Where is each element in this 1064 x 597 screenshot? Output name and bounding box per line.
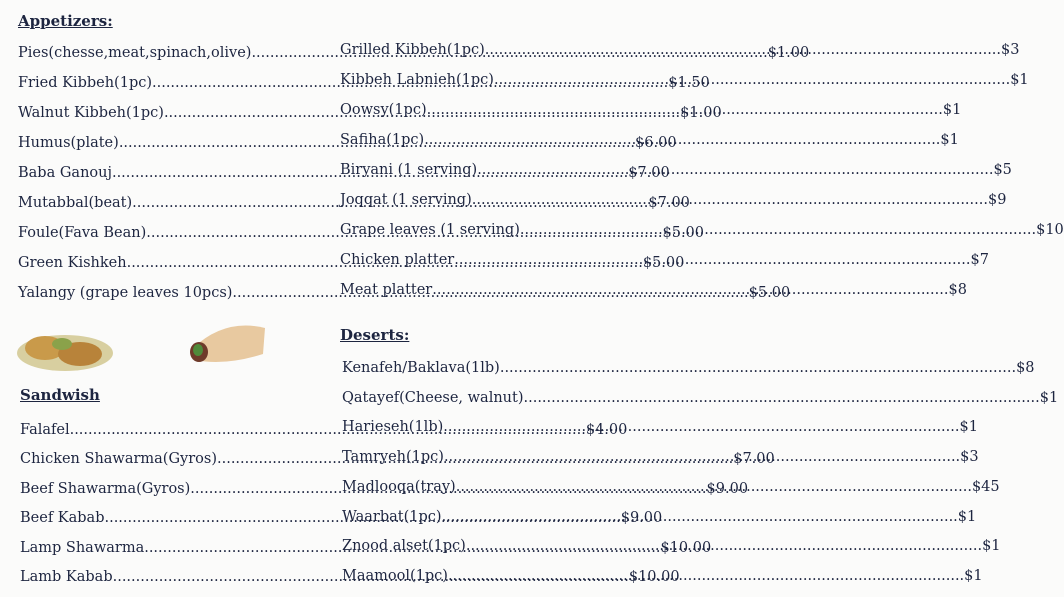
item-name: Yalangy (grape leaves 10pcs) xyxy=(18,285,233,301)
item-price: $6.00 xyxy=(635,135,677,151)
item-name: Tamryeh(1pc) xyxy=(342,449,444,466)
item-price: $1 xyxy=(942,102,962,118)
item-name: Madlooqa(tray) xyxy=(342,478,456,495)
item-price: $1 xyxy=(1010,72,1029,88)
dot-leader xyxy=(432,282,948,298)
dot-leader xyxy=(424,132,940,148)
dot-leader xyxy=(524,390,1040,406)
item-price: $1 xyxy=(957,508,977,525)
item-price: $8 xyxy=(1016,360,1035,376)
item-price: $1 xyxy=(959,419,978,436)
dot-leader xyxy=(520,222,1036,238)
item-name: Safiha(1pc) xyxy=(340,132,425,148)
item-name: Humus(plate) xyxy=(18,135,119,151)
menu-item xyxy=(342,389,1059,410)
item-name: Kibbeh Labnieh(1pc) xyxy=(340,72,494,88)
item-price: $5.00 xyxy=(642,255,685,271)
item-price: $10.00 xyxy=(660,539,712,556)
item-price: $3 xyxy=(960,449,979,466)
item-price: $8 xyxy=(948,282,967,298)
item-name: Znood alset(1pc) xyxy=(342,538,466,555)
item-name: Oowsy(1pc) xyxy=(340,102,427,118)
item-price: $5.00 xyxy=(748,285,791,301)
dot-leader xyxy=(477,162,993,178)
item-price: $7.00 xyxy=(733,451,775,468)
sandwich-heading: Sandwish xyxy=(20,386,100,404)
item-name: Maamool(1pc) xyxy=(342,567,448,584)
appetizer-plate-image xyxy=(10,318,120,378)
item-price: $1.00 xyxy=(680,105,722,121)
dot-leader xyxy=(427,102,943,118)
item-name: Grape leaves (1 serving) xyxy=(340,222,520,238)
item-price: $7 xyxy=(970,252,989,268)
item-name: Meat platter xyxy=(340,282,433,298)
item-price: $5.00 xyxy=(662,225,705,241)
item-price: $9.00 xyxy=(706,480,749,497)
item-price: $7.00 xyxy=(628,165,670,181)
dot-leader xyxy=(485,42,1001,58)
dot-leader xyxy=(494,72,1010,88)
item-name: Fried Kibbeh(1pc) xyxy=(18,75,152,91)
item-price: $1.00 xyxy=(767,45,810,61)
dot-leader xyxy=(444,449,960,468)
item-name: Walnut Kibbeh(1pc) xyxy=(18,105,164,121)
item-price: $4.00 xyxy=(585,422,628,438)
item-name: Qatayef(Cheese, walnut) xyxy=(342,389,524,406)
dot-leader xyxy=(466,538,982,554)
item-price: $1.50 xyxy=(668,75,710,91)
item-name: Lamp Shawarma xyxy=(20,539,145,556)
item-price: $10 xyxy=(1036,222,1064,238)
item-name: Falafel xyxy=(20,422,70,438)
item-price: $3 xyxy=(1001,42,1020,58)
item-name: Beef Shawarma(Gyros) xyxy=(20,480,191,497)
item-name: Chicken Shawarma(Gyros) xyxy=(20,451,217,468)
dot-leader xyxy=(443,419,959,435)
item-name: Beef Kabab xyxy=(20,510,105,527)
dot-leader xyxy=(456,479,972,495)
item-name: Lamb Kabab xyxy=(20,569,113,585)
item-name: Chicken platter xyxy=(340,252,455,268)
item-name: Kenafeh/Baklava(1lb) xyxy=(342,360,500,376)
deserts-heading: Deserts: xyxy=(340,326,410,344)
item-price: $1 xyxy=(964,567,983,584)
item-price: $1 xyxy=(1039,389,1059,406)
item-price: $7.00 xyxy=(648,195,690,211)
item-name: Baba Ganouj xyxy=(18,165,112,181)
item-price: $45 xyxy=(971,478,1000,495)
dot-leader xyxy=(454,252,970,268)
item-name: Pies(chesse,meat,spinach,olive) xyxy=(18,45,252,61)
item-name: Green Kishkeh xyxy=(18,255,127,271)
item-name: Grilled Kibbeh(1pc) xyxy=(340,42,485,58)
wrap-sandwich-image xyxy=(185,318,275,373)
dot-leader xyxy=(500,360,1016,376)
item-price: $1 xyxy=(982,538,1001,555)
menu-item xyxy=(342,360,1035,380)
item-name: Harieseh(1lb) xyxy=(342,419,444,436)
dot-leader xyxy=(442,509,958,525)
item-name: Waarbat(1pc) xyxy=(342,508,442,525)
item-price: $9 xyxy=(987,192,1007,208)
dot-leader xyxy=(472,192,988,208)
dot-leader xyxy=(448,568,964,584)
item-price: $9.00 xyxy=(620,510,663,527)
item-name: Biryani (1 serving) xyxy=(340,162,478,178)
item-name: Joqqat (1 serving) xyxy=(340,192,472,208)
item-price: $5 xyxy=(993,162,1012,178)
item-name: Mutabbal(beat) xyxy=(18,195,133,211)
item-price: $10.00 xyxy=(628,569,680,585)
appetizers-heading: Appetizers: xyxy=(18,12,113,30)
item-name: Foule(Fava Bean) xyxy=(18,225,147,241)
item-price: $1 xyxy=(940,132,959,148)
